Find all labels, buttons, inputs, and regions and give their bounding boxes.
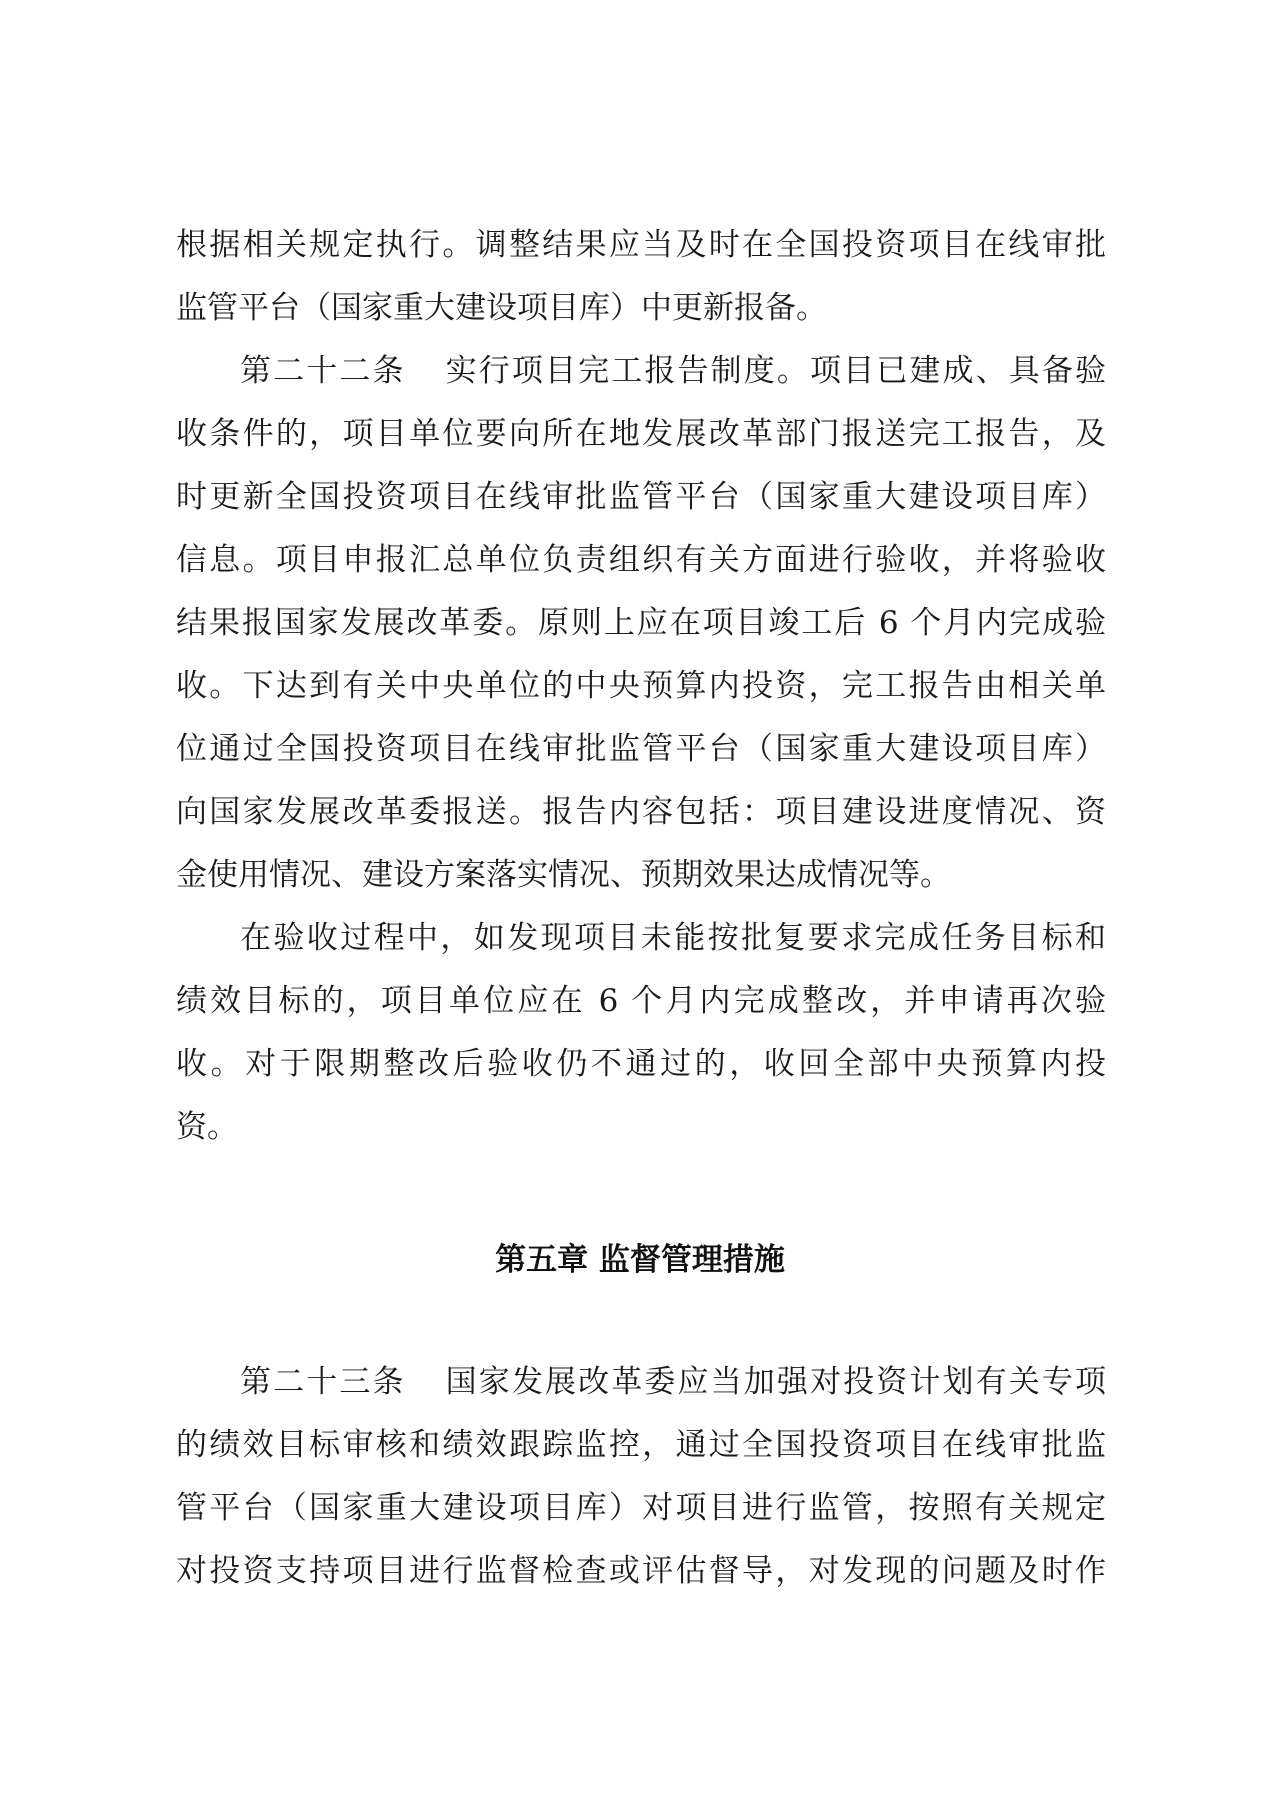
text-line: 管平台（国家重大建设项目库）对项目进行监管，按照有关规定 — [176, 1490, 1106, 1526]
text-line: 的绩效目标审核和绩效跟踪监控，通过全国投资项目在线审批监 — [176, 1427, 1106, 1463]
text-line: 信息。项目申报汇总单位负责组织有关方面进行验收，并将验收 — [176, 542, 1106, 578]
text-line: 收。下达到有关中央单位的中央预算内投资，完工报告由相关单 — [176, 668, 1106, 704]
text-line: 金使用情况、建设方案落实情况、预期效果达成情况等。 — [176, 857, 951, 893]
text-line: 结果报国家发展改革委。原则上应在项目竣工后 6 个月内完成验 — [176, 605, 1106, 641]
article-23-first-line — [176, 1351, 1106, 1414]
text-line: 根据相关规定执行。调整结果应当及时在全国投资项目在线审批 — [176, 227, 1106, 263]
article-23-label: 第二十三条 — [240, 1364, 406, 1400]
text-line: 收条件的，项目单位要向所在地发展改革部门报送完工报告，及 — [176, 416, 1106, 452]
article-22 — [176, 340, 1106, 907]
text-line: 位通过全国投资项目在线审批监管平台（国家重大建设项目库） — [176, 731, 1106, 767]
text-line: 绩效目标的，项目单位应在 6 个月内完成整改，并申请再次验 — [176, 983, 1106, 1019]
text-line: 监管平台（国家重大建设项目库）中更新报备。 — [176, 290, 827, 326]
text-line: 在验收过程中，如发现项目未能按批复要求完成任务目标和 — [240, 920, 1106, 956]
chapter-heading: 第五章 监督管理措施 — [495, 1242, 785, 1278]
text-line: 资。 — [176, 1109, 238, 1145]
article-22-label: 第二十二条 — [240, 353, 406, 389]
article-23 — [176, 1351, 1106, 1603]
text-line: 收。对于限期整改后验收仍不通过的，收回全部中央预算内投 — [176, 1046, 1106, 1082]
text-line: 对投资支持项目进行监督检查或评估督导，对发现的问题及时作 — [176, 1553, 1106, 1589]
paragraph-continuation — [176, 214, 1106, 340]
text-line: 实行项目完工报告制度。项目已建成、具备验 — [445, 353, 1106, 389]
text-line: 向国家发展改革委报送。报告内容包括：项目建设进度情况、资 — [176, 794, 1106, 830]
paragraph-acceptance — [176, 907, 1106, 1159]
text-line: 国家发展改革委应当加强对投资计划有关专项 — [445, 1364, 1106, 1400]
article-22-first-line — [176, 340, 1106, 403]
text-line: 时更新全国投资项目在线审批监管平台（国家重大建设项目库） — [176, 479, 1106, 515]
